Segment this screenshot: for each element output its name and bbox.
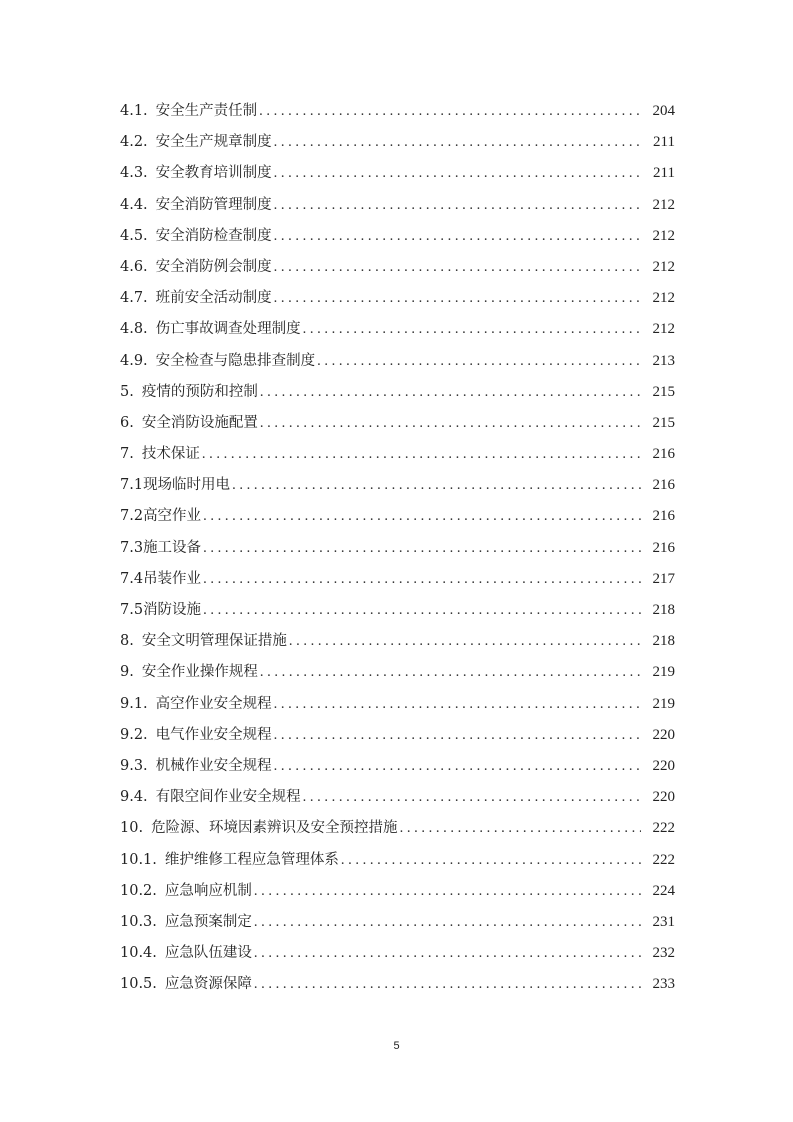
toc-entry-text: 班前安全活动制度 bbox=[155, 290, 272, 307]
toc-dot-leader bbox=[274, 751, 641, 782]
toc-entry-page: 211 bbox=[653, 165, 675, 182]
toc-dot-leader bbox=[400, 813, 641, 844]
toc-entry-title bbox=[120, 533, 203, 564]
toc-entry-text: 高空作业 bbox=[143, 508, 202, 525]
toc-entry-number: 4.8. bbox=[120, 321, 148, 338]
toc-entry-title bbox=[120, 969, 254, 1000]
toc-dot-leader bbox=[289, 626, 641, 657]
toc-entry-number: 4.5. bbox=[120, 227, 148, 244]
toc-entry-text: 施工设备 bbox=[143, 539, 202, 556]
toc-entry-page: 220 bbox=[652, 757, 675, 774]
toc-dot-leader bbox=[259, 96, 641, 127]
toc-dot-leader bbox=[260, 657, 641, 688]
toc-entry-text: 安全消防检查制度 bbox=[155, 227, 272, 244]
toc-entry-page: 222 bbox=[652, 820, 675, 837]
toc-entry-title bbox=[120, 314, 303, 345]
toc-entry[interactable] bbox=[120, 564, 675, 595]
toc-entry-number: 4.9. bbox=[120, 352, 148, 369]
toc-entry-text: 有限空间作业安全规程 bbox=[155, 789, 301, 806]
toc-entry[interactable] bbox=[120, 470, 675, 501]
toc-entry-page: 217 bbox=[652, 570, 675, 587]
toc-entry[interactable] bbox=[120, 626, 675, 657]
toc-entry[interactable] bbox=[120, 127, 675, 158]
toc-entry-title bbox=[120, 346, 317, 377]
toc-dot-leader bbox=[341, 845, 641, 876]
toc-entry-number: 7.1 bbox=[120, 477, 144, 494]
toc-entry-text: 安全消防设施配置 bbox=[141, 414, 258, 431]
toc-entry-page: 220 bbox=[652, 726, 675, 743]
toc-entry-page: 233 bbox=[652, 976, 675, 993]
toc-entry-title bbox=[120, 751, 274, 782]
page-number: 5 bbox=[393, 1040, 400, 1052]
toc-entry-title bbox=[120, 470, 232, 501]
toc-entry-title bbox=[120, 252, 274, 283]
toc-entry-title bbox=[120, 657, 260, 688]
toc-entry-page: 212 bbox=[652, 290, 675, 307]
toc-entry-number: 9.3. bbox=[120, 757, 148, 774]
toc-entry[interactable] bbox=[120, 720, 675, 751]
toc-entry[interactable] bbox=[120, 283, 675, 314]
toc-entry-text: 应急预案制定 bbox=[164, 913, 252, 930]
toc-entry-text: 安全消防管理制度 bbox=[155, 196, 272, 213]
toc-dot-leader bbox=[254, 938, 641, 969]
toc-entry-number: 10.1. bbox=[120, 851, 157, 868]
toc-entry-title bbox=[120, 96, 259, 127]
toc-entry-title bbox=[120, 595, 203, 626]
toc-dot-leader bbox=[274, 158, 641, 189]
toc-entry-number: 6. bbox=[120, 414, 134, 431]
toc-entry-number: 4.6. bbox=[120, 258, 148, 275]
toc-dot-leader bbox=[303, 782, 641, 813]
toc-entry-title bbox=[120, 813, 400, 844]
toc-entry-number: 9.2. bbox=[120, 726, 148, 743]
toc-entry-title bbox=[120, 720, 274, 751]
toc-entry-text: 安全作业操作规程 bbox=[141, 664, 258, 681]
toc-entry-page: 215 bbox=[652, 414, 675, 431]
toc-dot-leader bbox=[254, 876, 641, 907]
toc-dot-leader bbox=[274, 221, 641, 252]
toc-dot-leader bbox=[274, 252, 641, 283]
toc-dot-leader bbox=[274, 720, 641, 751]
toc-entry-number: 4.1. bbox=[120, 103, 148, 119]
toc-entry[interactable] bbox=[120, 876, 675, 907]
toc-entry-page: 213 bbox=[652, 352, 675, 369]
toc-entry-text: 应急队伍建设 bbox=[164, 945, 252, 962]
toc-entry-text: 安全教育培训制度 bbox=[155, 165, 272, 182]
toc-entry-number: 9. bbox=[120, 664, 134, 681]
toc-entry-text: 技术保证 bbox=[141, 446, 200, 463]
toc-entry[interactable] bbox=[120, 252, 675, 283]
toc-dot-leader bbox=[274, 689, 641, 720]
toc-entry-text: 安全生产规章制度 bbox=[155, 134, 272, 151]
toc-dot-leader bbox=[203, 501, 641, 532]
toc-entry-page: 212 bbox=[652, 196, 675, 213]
toc-entry-number: 7.2 bbox=[120, 508, 144, 525]
toc-entry[interactable] bbox=[120, 813, 675, 844]
toc-entry-title bbox=[120, 938, 254, 969]
toc-entry-title bbox=[120, 190, 274, 221]
toc-entry-title bbox=[120, 501, 203, 532]
toc-entry-page: 216 bbox=[652, 477, 675, 494]
toc-entry-title bbox=[120, 408, 260, 439]
toc-entry-number: 10.2. bbox=[120, 882, 157, 899]
toc-entry-title bbox=[120, 377, 260, 408]
toc-dot-leader bbox=[202, 439, 641, 470]
toc-entry-number: 4.4. bbox=[120, 196, 148, 213]
toc-entry-number: 10.3. bbox=[120, 913, 157, 930]
toc-entry-title bbox=[120, 782, 303, 813]
toc-entry-page: 212 bbox=[652, 227, 675, 244]
toc-entry[interactable] bbox=[120, 346, 675, 377]
toc-dot-leader bbox=[317, 346, 641, 377]
toc-entry-title bbox=[120, 158, 274, 189]
toc-entry-text: 安全生产责任制 bbox=[155, 103, 258, 119]
toc-entry-page: 212 bbox=[652, 258, 675, 275]
toc-dot-leader bbox=[260, 377, 641, 408]
toc-entry-page: 204 bbox=[652, 103, 675, 119]
toc-entry[interactable] bbox=[120, 221, 675, 252]
toc-entry-number: 7.5 bbox=[120, 602, 144, 618]
toc-entry-text: 安全消防例会制度 bbox=[155, 258, 272, 275]
toc-dot-leader bbox=[232, 470, 641, 501]
toc-entry-text: 安全检查与隐患排查制度 bbox=[155, 352, 316, 369]
toc-dot-leader bbox=[203, 595, 641, 626]
toc-entry-page: 224 bbox=[652, 882, 675, 899]
toc-entry-title bbox=[120, 439, 202, 470]
toc-entry-page: 218 bbox=[652, 633, 675, 650]
toc-entry-page: 216 bbox=[652, 539, 675, 556]
toc-entry-number: 9.4. bbox=[120, 789, 148, 806]
toc-dot-leader bbox=[303, 314, 641, 345]
toc-entry-text: 机械作业安全规程 bbox=[155, 757, 272, 774]
toc-entry-number: 4.2. bbox=[120, 134, 148, 151]
toc-entry-number: 5. bbox=[120, 383, 134, 400]
toc-entry-page: 220 bbox=[652, 789, 675, 806]
toc-entry-page: 216 bbox=[652, 446, 675, 463]
toc-entry-title bbox=[120, 907, 254, 938]
toc-entry[interactable] bbox=[120, 408, 675, 439]
toc-entry-number: 7.4 bbox=[120, 570, 144, 587]
toc-entry-text: 疫情的预防和控制 bbox=[141, 383, 258, 400]
toc-entry[interactable] bbox=[120, 314, 675, 345]
toc-entry-title bbox=[120, 564, 203, 595]
toc-entry[interactable] bbox=[120, 782, 675, 813]
toc-entry-title bbox=[120, 845, 341, 876]
toc-entry[interactable] bbox=[120, 751, 675, 782]
toc-entry-page: 231 bbox=[652, 913, 675, 930]
toc-entry-text: 伤亡事故调查处理制度 bbox=[155, 321, 301, 338]
toc-entry-page: 222 bbox=[652, 851, 675, 868]
toc-entry-page: 216 bbox=[652, 508, 675, 525]
toc-entry-page: 232 bbox=[652, 945, 675, 962]
toc-entry-page: 218 bbox=[652, 602, 675, 618]
toc-entry-text: 应急响应机制 bbox=[164, 882, 252, 899]
toc-entry[interactable] bbox=[120, 533, 675, 564]
toc-entry[interactable] bbox=[120, 377, 675, 408]
toc-dot-leader bbox=[260, 408, 641, 439]
toc-entry-text: 安全文明管理保证措施 bbox=[141, 633, 287, 650]
toc-entry[interactable] bbox=[120, 96, 675, 127]
toc-entry[interactable] bbox=[120, 439, 675, 470]
toc-entry[interactable] bbox=[120, 657, 675, 688]
toc-entry-page: 211 bbox=[653, 134, 675, 151]
toc-entry[interactable] bbox=[120, 501, 675, 532]
toc-entry-number: 10.5. bbox=[120, 976, 157, 993]
toc-entry-text: 电气作业安全规程 bbox=[155, 726, 272, 743]
toc-entry-text: 应急资源保障 bbox=[164, 976, 252, 993]
toc-entry[interactable] bbox=[120, 689, 675, 720]
toc-dot-leader bbox=[203, 533, 641, 564]
toc-dot-leader bbox=[254, 907, 641, 938]
toc-entry[interactable] bbox=[120, 845, 675, 876]
toc-entry[interactable] bbox=[120, 595, 675, 626]
toc-entry-title bbox=[120, 283, 274, 314]
toc-entry-number: 4.3. bbox=[120, 165, 148, 182]
toc-entry[interactable] bbox=[120, 969, 675, 1000]
toc-entry-page: 212 bbox=[652, 321, 675, 338]
toc-dot-leader bbox=[254, 969, 641, 1000]
toc-dot-leader bbox=[274, 283, 641, 314]
toc-entry-number: 7.3 bbox=[120, 539, 144, 556]
toc-entry-number: 4.7. bbox=[120, 290, 148, 307]
toc-entry-text: 吊装作业 bbox=[143, 570, 202, 587]
toc-dot-leader bbox=[274, 190, 641, 221]
toc-entry-text: 消防设施 bbox=[143, 602, 202, 618]
toc-entry-number: 10.4. bbox=[120, 945, 157, 962]
toc-entry-number: 10. bbox=[120, 820, 144, 837]
toc-entry-text: 高空作业安全规程 bbox=[155, 695, 272, 712]
toc-entry-text: 危险源、环境因素辨识及安全预控措施 bbox=[151, 820, 398, 837]
toc-dot-leader bbox=[274, 127, 641, 158]
toc-entry-number: 9.1. bbox=[120, 695, 148, 712]
toc-entry-title bbox=[120, 689, 274, 720]
toc-entry-page: 215 bbox=[652, 383, 675, 400]
toc-entry-title bbox=[120, 127, 274, 158]
toc-entry[interactable] bbox=[120, 907, 675, 938]
toc-entry-page: 219 bbox=[652, 664, 675, 681]
toc-entry-text: 现场临时用电 bbox=[143, 477, 231, 494]
toc-entry[interactable] bbox=[120, 938, 675, 969]
toc-entry-text: 维护维修工程应急管理体系 bbox=[164, 851, 339, 868]
toc-entry-number: 8. bbox=[120, 633, 134, 650]
toc-entry-title bbox=[120, 876, 254, 907]
toc-entry-page: 219 bbox=[652, 695, 675, 712]
toc-entry-title bbox=[120, 221, 274, 252]
toc-entry-title bbox=[120, 626, 289, 657]
toc-dot-leader bbox=[203, 564, 641, 595]
toc-entry[interactable] bbox=[120, 190, 675, 221]
toc-entry-number: 7. bbox=[120, 446, 134, 463]
toc-entry[interactable] bbox=[120, 158, 675, 189]
table-of-contents bbox=[120, 96, 675, 1000]
